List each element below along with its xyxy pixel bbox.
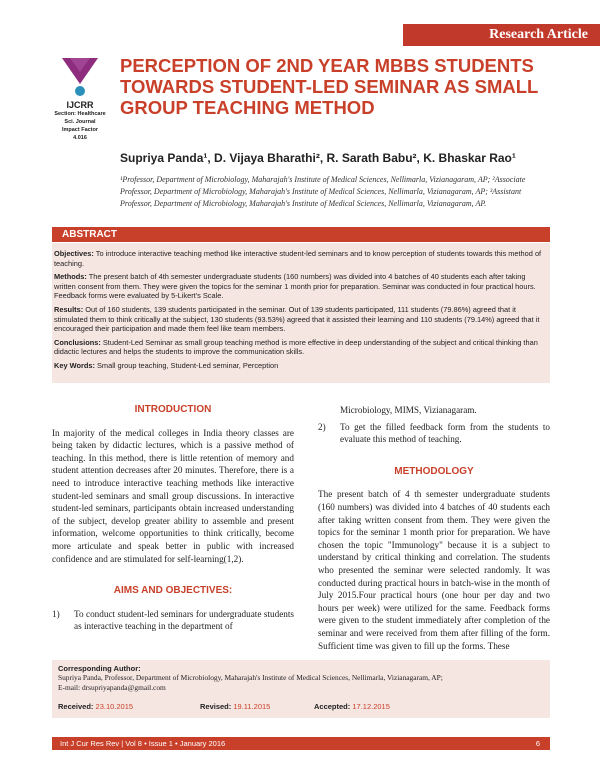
corresponding-author-details: Supriya Panda, Professor, Department of Microbiology, Maharajah's Institute of Medical Sciences, Nellimarla, Vizianagaram, AP;	[58, 673, 443, 683]
revised-date: Revised: 19.11.2015	[200, 702, 271, 711]
article-type-badge	[403, 24, 600, 46]
abstract-body	[52, 243, 550, 383]
logo-line3: Impact Factor	[61, 127, 99, 133]
page-footer	[52, 737, 550, 750]
logo-line4: 4.016	[73, 135, 87, 141]
aims-item: 2) To get the filled feedback form from the students to evaluate this method of teaching.	[318, 421, 550, 445]
abstract-objectives: Objectives: To introduce interactive teaching method like interactive student-led seminars and to know perception of students towards this method of teaching.	[54, 249, 542, 268]
journal-citation: Int J Cur Res Rev | Vol 8 • Issue 1 • January 2016	[60, 739, 226, 748]
journal-logo-text	[50, 100, 110, 142]
logo-line2: Sci. Journal	[64, 119, 96, 125]
abstract-methods: Methods: The present batch of 4th semester undergraduate students (160 numbers) was divided into 4 batches of 40 students each after taking written consent from them. They were given the topics for the seminar 1 month prior for preparation. Seminar was conducted in four practical hours. Feedback forms were evaluated by 5-Likert's Scale.	[54, 272, 536, 301]
methodology-heading: METHODOLOGY	[394, 465, 474, 477]
abstract-heading	[52, 227, 550, 242]
article-type-label: Research Article	[489, 27, 588, 42]
aims-list	[52, 608, 294, 633]
abstract-conclusions: Conclusions: Student-Led Seminar as small group teaching method is more effective in deep understanding of the subject and critical thinking than didactic lectures and helps the students to improve the communication skills.	[54, 337, 538, 357]
introduction-heading: INTRODUCTION	[134, 404, 212, 415]
author-list: Supriya Panda¹, D. Vijaya Bharathi², R. Sarath Babu², K. Bhaskar Rao¹	[120, 151, 516, 165]
ijcrr-logo-icon	[60, 54, 100, 98]
corresponding-author-email: E-mail: drsupriyapanda@gmail.com	[58, 682, 166, 692]
introduction-text: In majority of the medical colleges in India theory classes are being taken by didactic lectures, which is a passive method of teaching. In this method, there is little retention of memory and student attention decreases after 20 minutes. Therefore, there is a need to introduce interactive teaching methods like interactive student-led seminars and small group discussions. In interactive student-led seminars, participants obtain increased understanding of the subject, develop greater ability to assemble and present information, welcome opportunities to think critically, become more articulate and speak better in public with increased confidence and are stimulated for self-learning(1,2).	[52, 427, 294, 564]
paper-title: PERCEPTION OF 2ND YEAR MBBS STUDENTS TOWARDS STUDENT-LED SEMINAR AS SMALL GROUP TEACHING METHOD	[120, 55, 538, 118]
abstract-results: Results: Out of 160 students, 139 students participated in the seminar. Out of 139 students participated, 111 students (79.86%) agreed that it stimulated them to think critically at the subject, 130 students (93.53%) agreed that it assisted their learning and 110 students (79.14%) agreed that it encouraged their participation and made them feel like team members.	[54, 304, 540, 334]
abstract-keywords: Key Words: Small group teaching, Student-Led seminar, Perception	[54, 360, 279, 370]
methodology-text: The present batch of 4 th semester undergraduate students (160 numbers) was divided into 4 batches of 40 students each after taking written consent from them. They were given the topics for the seminar 1 month prior for preparation. We have chosen the topic "Immunology" because it is a subject to understand by critical thinking and correlation. The students who presented the seminar were selected randomly. It was conducted during practical hours in batch-wise in the month of July 2015.Four practical hours (one hour per day and two hours per week) were utilized for the same. Feedback forms were given to the student immediately after completion of the seminar and were received from them after filling of the form. Sufficient time was given to fill up the forms. These	[318, 489, 550, 651]
aims-item: Microbiology, MIMS, Vizianagaram.	[340, 405, 477, 415]
logo-name: IJCRR	[66, 100, 94, 110]
article-dates	[52, 702, 550, 716]
aims-list-continued	[318, 404, 550, 446]
abstract-heading-label: ABSTRACT	[62, 229, 117, 240]
aims-item: 1) To conduct student-led seminars for undergraduate students as interactive teaching in the department of	[52, 608, 294, 632]
page-number: 6	[535, 739, 540, 748]
corresponding-author-heading: Corresponding Author:	[58, 664, 141, 673]
left-column	[52, 404, 294, 633]
aims-heading: AIMS AND OBJECTIVES:	[113, 585, 233, 597]
accepted-date: Accepted: 17.12.2015	[314, 702, 390, 711]
right-column	[318, 404, 550, 652]
author-affiliations: ¹Professor, Department of Microbiology, Maharajah's Institute of Medical Sciences, Nellimarla, Vizianagaram, AP; ²Associate Professor, Department of Microbiology, Maharajah's Institute of Medical Sciences, Nellimarla, Vizianagaram, AP; ³Assistant Professor, Department of Microbiology, Maharajah's Institute of Medical Sciences, Nellimarla, Vizianagaram, AP.	[120, 175, 526, 208]
received-date: Received: 23.10.2015	[58, 702, 134, 711]
journal-logo	[60, 54, 100, 98]
logo-line1: Section: Healthcare	[54, 111, 106, 117]
